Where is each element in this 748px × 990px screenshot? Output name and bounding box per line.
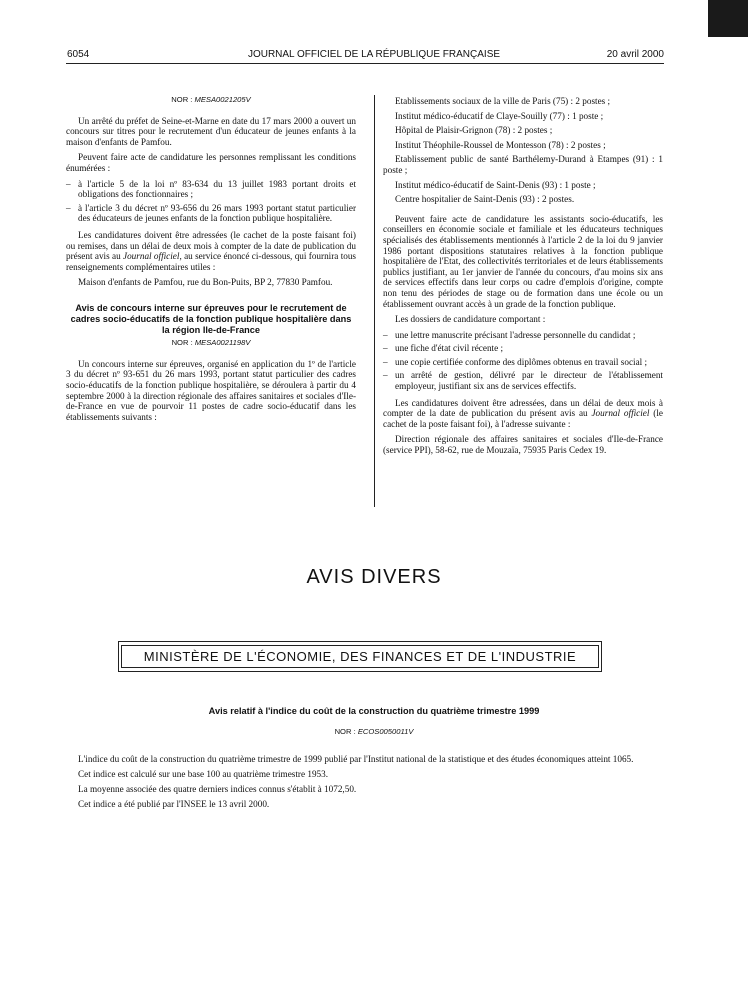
paragraph: Un concours interne sur épreuves, organisé en application du 1º de l'article 3 du décret nº 93-651 du 26 mars 1993, portant statut particulier des cadres socio-éducatifs de la fonction publique hospitalière, se déroulera à partir du 4 septembre 2000 à la direction régionale des affaires sanitaires et sociales d'Ile-de-France en vue de pourvoir 11 postes de cadre socio-éducatif dans les établissements suivants : <box>66 358 356 422</box>
list-item: Etablissements sociaux de la ville de Paris (75) : 2 postes ; <box>395 96 611 106</box>
list-item: – à l'article 3 du décret nº 93-656 du 26 mars 1993 portant statut particulier des éducateurs de jeunes enfants de la fonction publique hospitalière. <box>66 202 356 224</box>
section-heading: AVIS DIVERS <box>306 566 442 588</box>
list-item: – un arrêté de gestion, délivré par le directeur de l'établissement employeur, justifiant six ans de services effectifs. <box>383 370 663 392</box>
address: Direction régionale des affaires sanitaires et sociales d'Ile-de-France (service PPI), 58-62, rue de Mouzaïa, 75935 Paris Cedex 19. <box>383 434 663 456</box>
list-item: – une fiche d'état civil récente ; <box>383 343 504 354</box>
index-body <box>66 754 664 814</box>
list-item: – à l'article 5 de la loi nº 83-634 du 13 juillet 1983 portant droits et obligations des fonctionnaires ; <box>66 178 356 200</box>
address: Maison d'enfants de Pamfou, rue du Bon-Puits, BP 2, 77830 Pamfou. <box>78 277 333 288</box>
paragraph: Cet indice est calculé sur une base 100 au quatrième trimestre 1953. <box>78 769 329 779</box>
journal-title: JOURNAL OFFICIEL DE LA RÉPUBLIQUE FRANÇAISE <box>247 49 501 60</box>
header-rule <box>66 63 664 64</box>
paragraph: Les dossiers de candidature comportant : <box>395 314 546 325</box>
list-item: Centre hospitalier de Saint-Denis (93) : 2 postes. <box>395 194 575 205</box>
column-divider <box>374 95 375 507</box>
paragraph: Peuvent faire acte de candidature les personnes remplissant les conditions énumérées : <box>66 152 356 173</box>
paragraph: Les candidatures doivent être adressées, dans un délai de deux mois à compter de la date de publication du présent avis au Journal officiel (le cachet de la poste faisant foi), à l'adresse suivante : <box>383 397 663 429</box>
paragraph: Peuvent faire acte de candidature les assistants socio-éducatifs, les conseillers en économie sociale et familiale et les éducateurs techniques spécialisés des établissements mentionnés à l'article 2 de la loi du 9 janvier 1986 portant dispositions statutaires relatives à la fonction publique hospitalière de l'Etat, des collectivités territoriales et de leurs établissements publics justifiant, au 1er janvier de l'année du concours, d'au moins six ans de services effectifs dans leur corps ou cadre d'emplois d'origine, compte non tenu des périodes de stage ou de formation dans une école ou un établissement ouvrant accès à un grade de la fonction publique. <box>383 213 663 309</box>
list-item: Institut médico-éducatif de Claye-Souilly (77) : 1 poste ; <box>395 110 604 121</box>
paragraph: Les candidatures doivent être adressées (le cachet de la poste faisant foi) ou remises, dans un délai de deux mois à compter de la date de publication du présent avis au Journal officiel, au service énoncé ci-dessous, qui fournira tous renseignements complémentaires utiles : <box>66 229 357 272</box>
page-corner-marker <box>708 0 748 37</box>
paragraph: La moyenne associée des quatre derniers indices connus s'établit à 1072,50. <box>78 784 357 794</box>
right-column <box>383 96 663 461</box>
issue-date: 20 avril 2000 <box>606 49 664 60</box>
paragraph: Cet indice a été publié par l'INSEE le 13 avril 2000. <box>78 799 270 809</box>
page-number: 6054 <box>67 49 90 60</box>
list-item: Institut Théophile-Roussel de Montesson (78) : 2 postes ; <box>395 139 606 150</box>
list-item: Institut médico-éducatif de Saint-Denis (93) : 1 poste ; <box>395 179 596 190</box>
list-item: – une copie certifiée conforme des diplômes obtenus en travail social ; <box>383 356 648 367</box>
left-column <box>66 95 356 427</box>
ministry-heading: MINISTÈRE DE L'ÉCONOMIE, DES FINANCES ET DE L'INDUSTRIE <box>121 645 599 668</box>
list-item: – une lettre manuscrite précisant l'adresse personnelle du candidat ; <box>383 329 636 340</box>
notice-title: Avis relatif à l'indice du coût de la construction du quatrième trimestre 1999 <box>208 706 540 716</box>
nor-reference: NOR : ECOS0050011V <box>334 727 414 736</box>
nor-reference: NOR : MESA0021205V <box>171 95 251 104</box>
nor-reference: NOR : MESA0021198V <box>171 338 251 348</box>
paragraph: Un arrêté du préfet de Seine-et-Marne en date du 17 mars 2000 a ouvert un concours sur titres pour le recrutement d'un éducateur de jeunes enfants à la maison d'enfants de Pamfou. <box>66 115 356 147</box>
list-item: Etablissement public de santé Barthélemy-Durand à Etampes (91) : 1 poste ; <box>383 154 663 175</box>
notice-title: Avis de concours interne sur épreuves pour le recrutement de cadres socio-éducatifs de la fonction publique hospitalière dans la région Ile-de-France <box>70 302 352 335</box>
paragraph: L'indice du coût de la construction du quatrième trimestre de 1999 publié par l'Institut national de la statistique et des études économiques atteint 1065. <box>78 754 634 764</box>
list-item: Hôpital de Plaisir-Grignon (78) : 2 postes ; <box>395 125 553 136</box>
